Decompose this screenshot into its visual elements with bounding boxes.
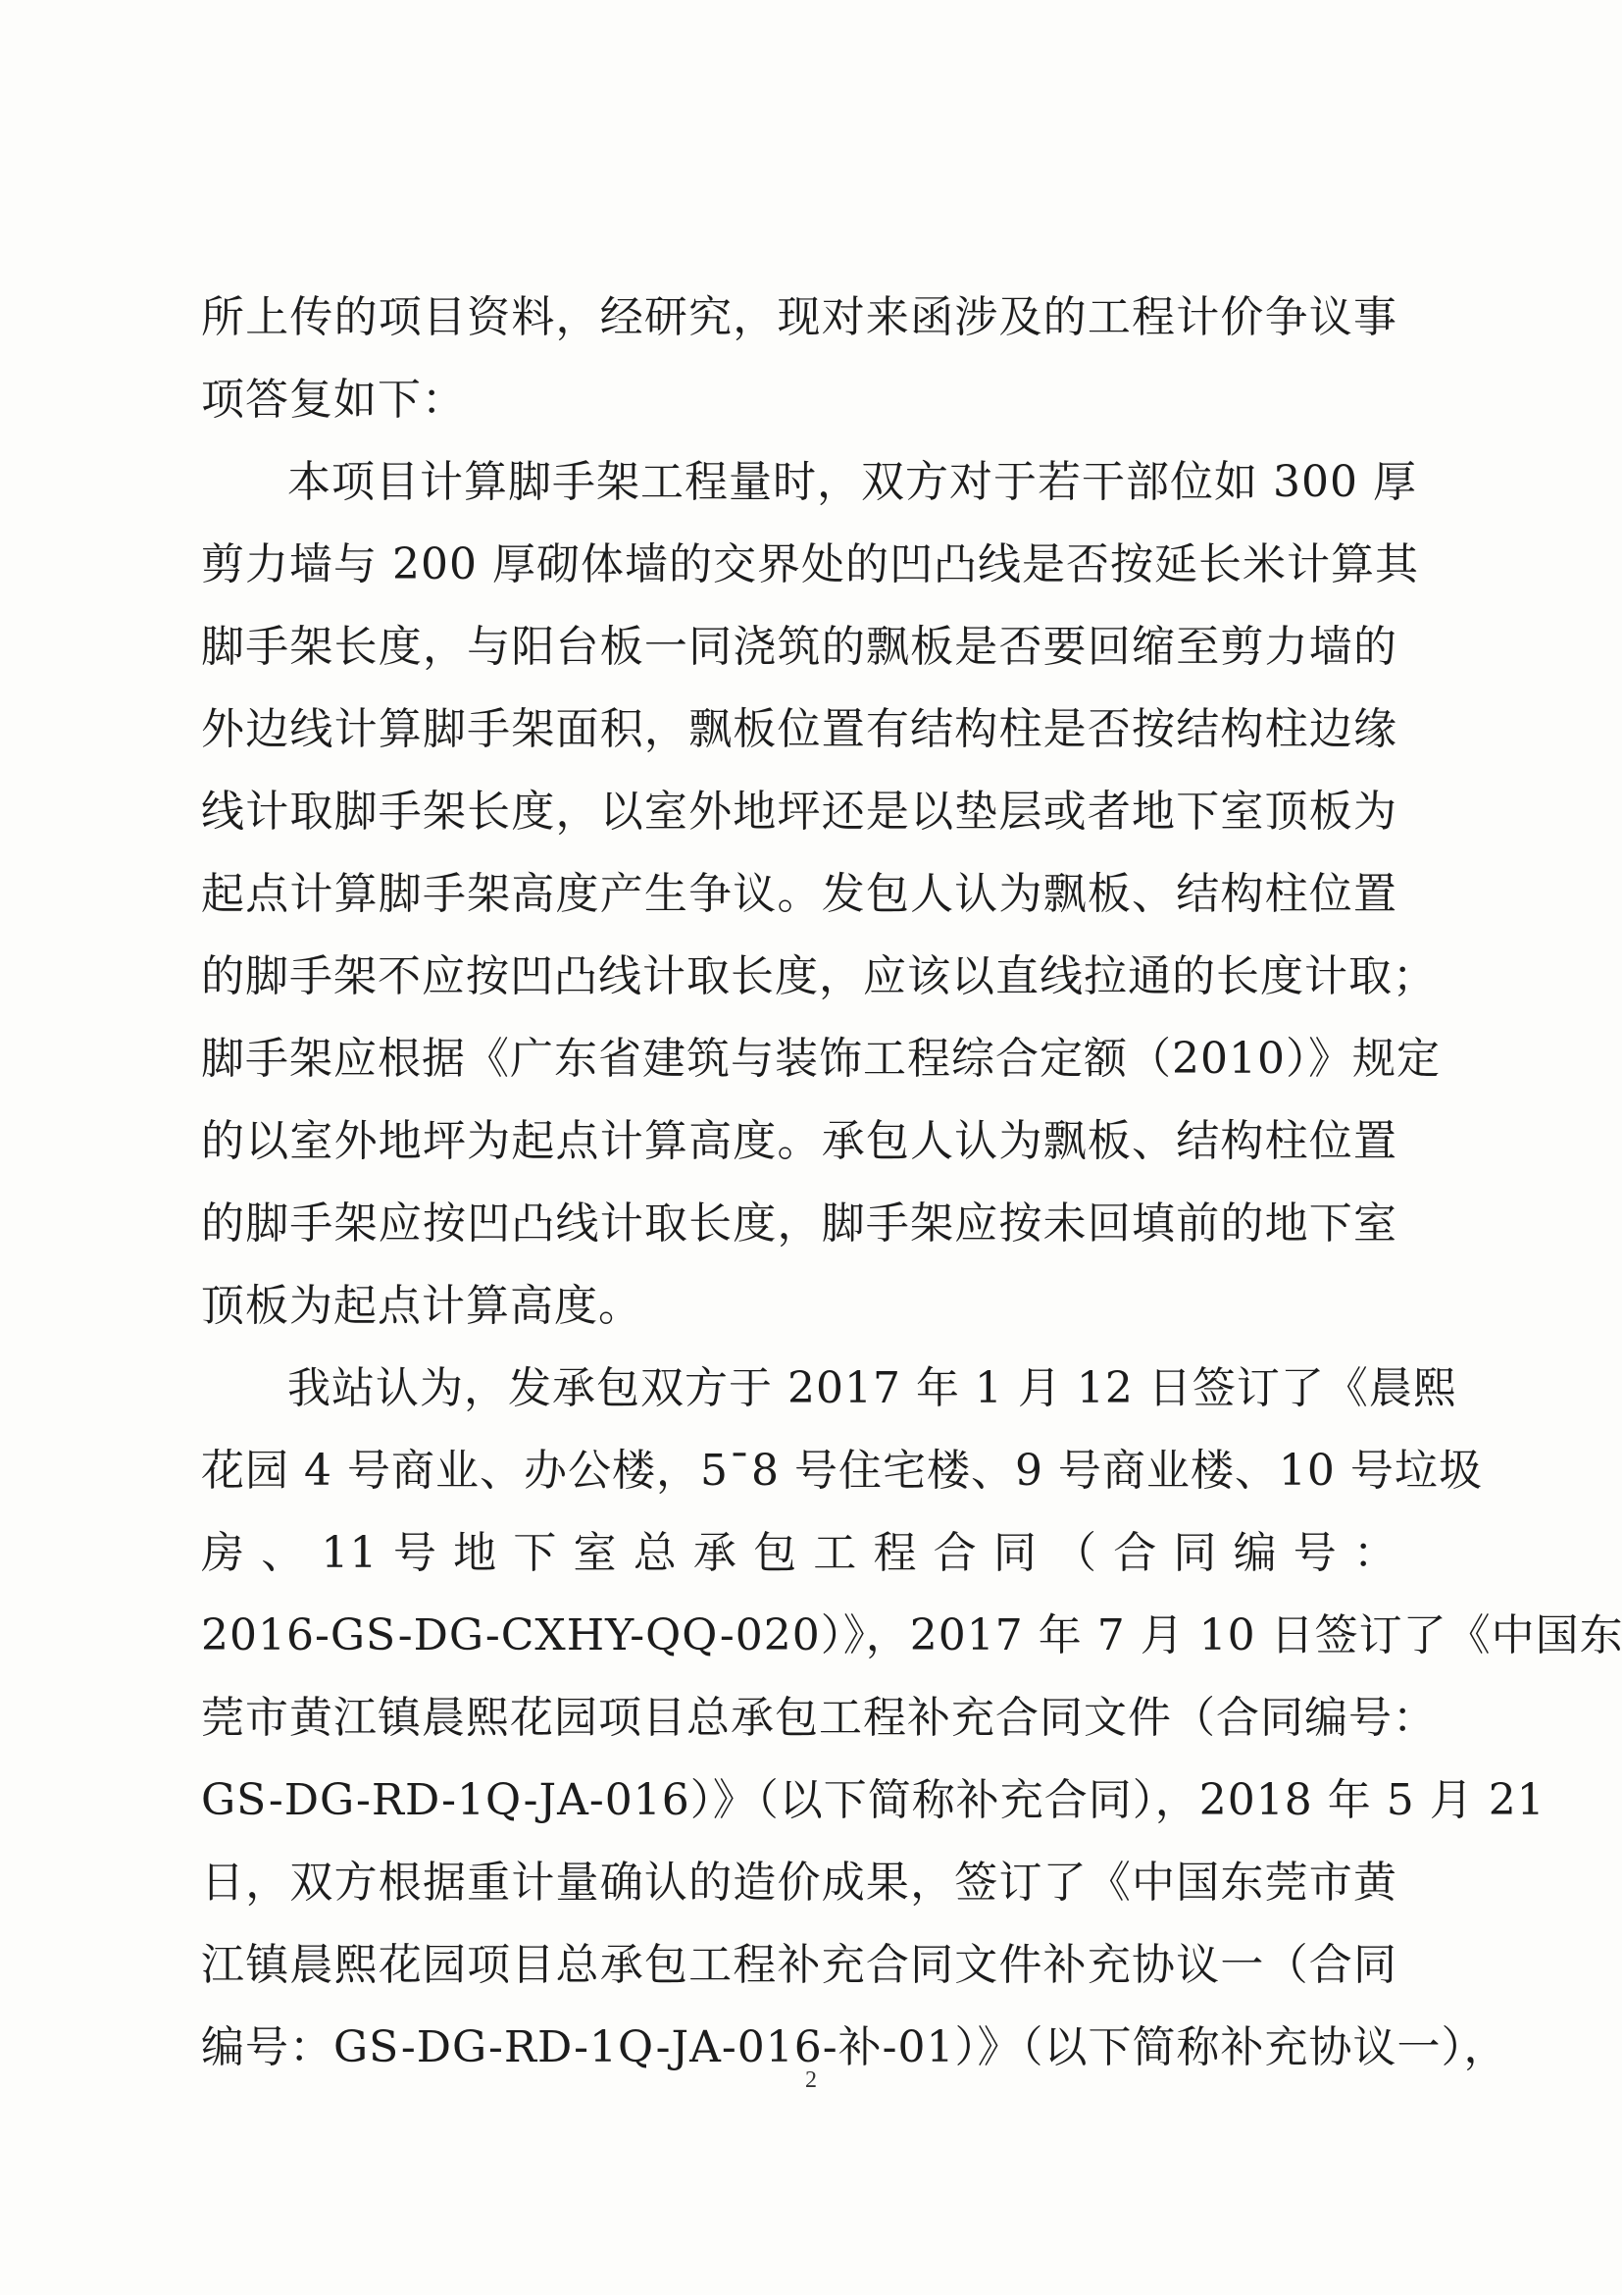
text-line: 剪力墙与 200 厚砌体墙的交界处的凹凸线是否按延长米计算其	[201, 539, 1419, 589]
paragraph-1	[201, 277, 1397, 441]
text-line: 花园 4 号商业、办公楼，5¯8 号住宅楼、9 号商业楼、10 号垃圾	[201, 1446, 1483, 1496]
text-line: 线计取脚手架长度，以室外地坪还是以垫层或者地下室顶板为	[201, 787, 1397, 837]
text-line: 起点计算脚手架高度产生争议。发包人认为飘板、结构柱位置	[201, 869, 1397, 919]
text-line: 房 、 11 号 地 下 室 总 承 包 工 程 合 同 （ 合 同 编 号 ：	[201, 1528, 1397, 1578]
body-text	[201, 277, 1624, 2089]
text-line: 的以室外地坪为起点计算高度。承包人认为飘板、结构柱位置	[201, 1116, 1397, 1166]
text-line: GS-DG-RD-1Q-JA-016）》（以下简称补充合同），2018 年 5 月 21	[201, 1775, 1546, 1825]
text-line: 2016-GS-DG-CXHY-QQ-020）》，2017 年 7 月 10 日签订了《中国东	[201, 1610, 1624, 1660]
text-line: 本项目计算脚手架工程量时，双方对于若干部位如 300 厚	[287, 457, 1417, 507]
text-line: 我站认为，发承包双方于 2017 年 1 月 12 日签订了《晨熙	[287, 1363, 1457, 1413]
text-line: 外边线计算脚手架面积，飘板位置有结构柱是否按结构柱边缘	[201, 704, 1397, 754]
text-line: 的脚手架应按凹凸线计取长度，脚手架应按未回填前的地下室	[201, 1198, 1397, 1249]
text-line: 项答复如下：	[201, 375, 466, 425]
paragraph-3	[201, 1348, 1624, 2089]
text-line: 莞市黄江镇晨熙花园项目总承包工程补充合同文件（合同编号：	[201, 1693, 1437, 1743]
text-line: 日，双方根据重计量确认的造价成果，签订了《中国东莞市黄	[201, 1858, 1397, 1908]
text-line: 江镇晨熙花园项目总承包工程补充合同文件补充协议一（合同	[201, 1940, 1397, 1990]
text-line: 脚手架长度，与阳台板一同浇筑的飘板是否要回缩至剪力墙的	[201, 622, 1397, 672]
text-line: 顶板为起点计算高度。	[201, 1281, 642, 1331]
text-line: 所上传的项目资料，经研究，现对来函涉及的工程计价争议事	[201, 292, 1397, 342]
text-line: 脚手架应根据《广东省建筑与装饰工程综合定额（2010）》规定	[201, 1034, 1441, 1084]
page-number: 2	[805, 2067, 817, 2093]
text-line: 的脚手架不应按凹凸线计取长度，应该以直线拉通的长度计取；	[201, 951, 1437, 1001]
paragraph-2	[201, 441, 1441, 1348]
text-line: 编号：GS-DG-RD-1Q-JA-016-补-01）》（以下简称补充协议一），	[201, 2022, 1508, 2072]
